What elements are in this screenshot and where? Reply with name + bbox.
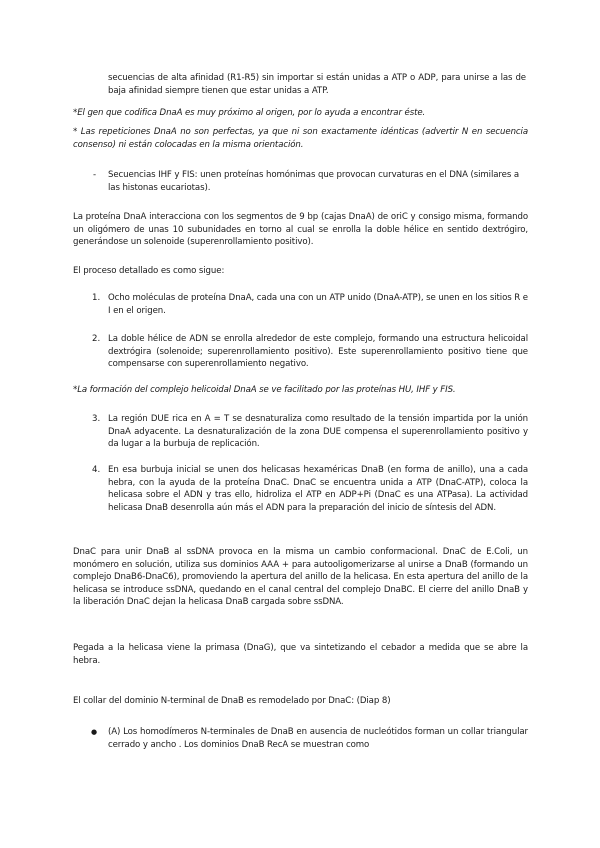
note-helicoidal: *La formación del complejo helicoidal DnaA se ve facilitado por las proteínas HU, IHF y FIS. [73,385,456,395]
step-item: En esa burbuja inicial se unen dos helicasas hexaméricas DnaB (en forma de anillo), una a cada hebra, con la ayuda de la proteína DnaC. DnaC se encuentra unida a ATP (DnaC-ATP), coloca la helicasa sobre el ADN y tras ello, hidroliza el ATP en ADP+Pi (DnaC es una ATPasa). La actividad helicasa DnaB desenrolla aún más el ADN para la preparación del inicio de síntesis del ADN. [108,465,528,513]
paragraph-primasa: Pegada a la helicasa viene la primasa (DnaG), que va sintetizando el cebador a medida que se abre la hebra. [73,643,528,666]
note-gen-dnaa: *El gen que codifica DnaA es muy próximo al origen, por lo ayuda a encontrar éste. [73,108,426,118]
step-number: 3. [92,414,101,424]
step-number: 2. [92,334,101,344]
step-number: 1. [92,293,101,303]
bullet-marker: ● [91,728,98,736]
process-intro: El proceso detallado es como sigue: [73,266,225,276]
step-item: La doble hélice de ADN se enrolla alrededor de este complejo, formando una estructura helicoidal dextrógira (solenoide; superenrollamiento positivo). Este superenrollamiento positivo tiene que compensarse con superenrollamiento negativo. [108,334,528,370]
paragraph-dnaa: La proteína DnaA interacciona con los segmentos de 9 bp (cajas DnaA) de oriC y consigo misma, formando un oligómero de unas 10 subunidades en torno al cual se enrolla la doble hélice en sentido dextrógiro, generándose un solenoide (superenrollamiento positivo). [73,212,528,248]
list-item-ihf-fis: Secuencias IHF y FIS: unen proteínas homónimas que provocan curvaturas en el DNA (similares a las histonas eucariotas). [108,170,520,193]
bullet-item-collar: (A) Los homodímeros N-terminales de DnaB en ausencia de nucleótidos forman un collar triangular cerrado y ancho . Los dominios DnaB RecA se muestran como [108,727,528,750]
intro-continuation: secuencias de alta afinidad (R1-R5) sin importar si están unidas a ATP o ADP, para unirse a las de baja afinidad siempre tienen que estar unidas a ATP. [108,73,526,96]
step-number: 4. [92,465,101,475]
heading-collar: El collar del dominio N-terminal de DnaB es remodelado por DnaC: (Diap 8) [73,696,391,706]
note-repeticiones: * Las repeticiones DnaA no son perfectas, ya que ni son exactamente idénticas (advertir N en secuencia consenso) ni están colocadas en la misma orientación. [73,127,528,150]
step-item: Ocho moléculas de proteína DnaA, cada una con un ATP unido (DnaA-ATP), se unen en los sitios R e I en el origen. [108,293,528,316]
paragraph-dnac: DnaC para unir DnaB al ssDNA provoca en la misma un cambio conformacional. DnaC de E.Coli, un monómero en solución, utiliza sus dominios AAA + para autooligomerizarse al unirse a DnaB (formando un complejo DnaB6-DnaC6), promoviendo la apertura del anillo de la helicasa. En esta apertura del anillo de la helicasa se introduce ssDNA, quedando en el canal central del complejo DnaBC. El cierre del anillo DnaB y la liberación DnaC dejan la helicasa DnaB cargada sobre ssDNA. [73,547,528,608]
dash-marker: - [93,170,97,180]
step-item: La región DUE rica en A = T se desnaturaliza como resultado de la tensión impartida por la unión DnaA adyacente. La desnaturalización de la zona DUE compensa el superenrollamiento positivo y da lugar a la burbuja de replicación. [108,414,528,450]
